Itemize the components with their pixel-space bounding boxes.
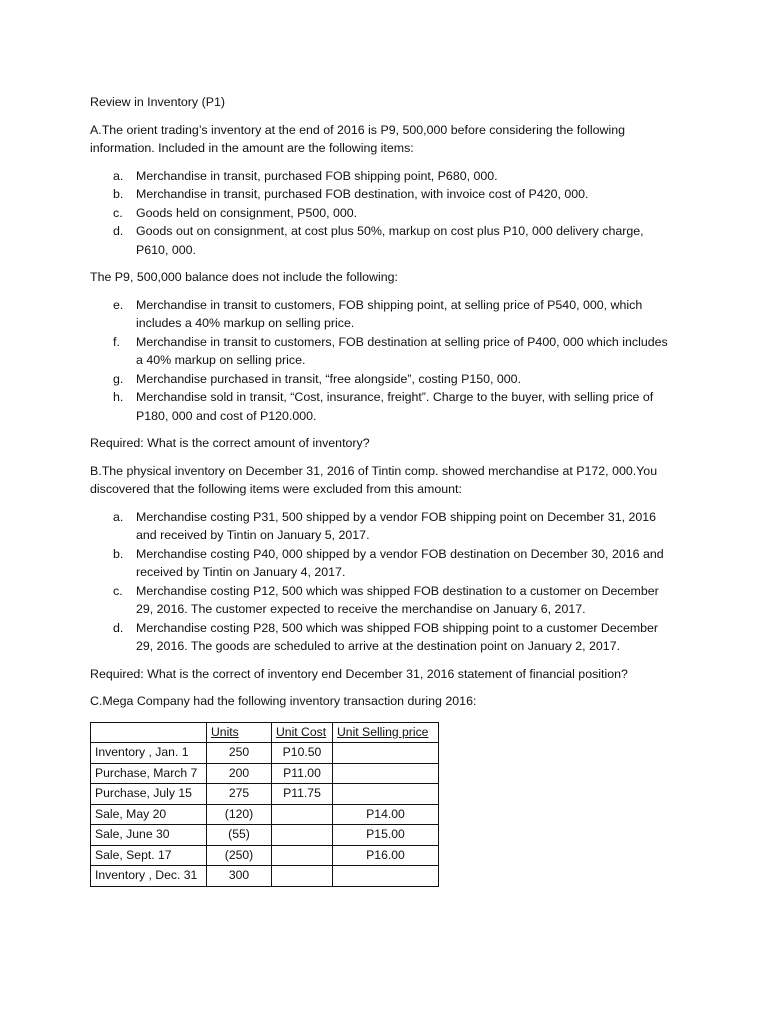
list-item: b. Merchandise in transit, purchased FOB destination, with invoice cost of P420, 000. [113, 187, 589, 201]
section-a-excluded-list [90, 296, 678, 426]
header-cell: Unit Selling price [333, 722, 439, 743]
section-b-required: Required: What is the correct of inventory end December 31, 2016 statement of financial position? [90, 666, 628, 681]
list-item: a. Merchandise in transit, purchased FOB shipping point, P680, 000. [113, 168, 498, 183]
list-item: e. Merchandise in transit to customers, FOB shipping point, at selling price of P540, 000, which includes a 40% markup on selling price. [113, 297, 643, 330]
list-item: h. Merchandise sold in transit, “Cost, insurance, freight”. Charge to the buyer, with selling price of P180, 000 and cost of P120.000. [113, 390, 654, 423]
section-b-intro: B.The physical inventory on December 31, 2016 of Tintin comp. showed merchandise at P172, 000.You discovered that the following items were excluded from this amount: [90, 463, 658, 496]
document-title: Review in Inventory (P1) [90, 95, 225, 109]
table-row: Inventory , Dec. 31 300 [91, 866, 439, 887]
section-b [90, 462, 678, 684]
section-a-not-included: The P9, 500,000 balance does not include the following: [90, 270, 398, 284]
list-item: c. Goods held on consignment, P500, 000. [113, 205, 358, 220]
table-header-row [91, 722, 439, 743]
table-row: Sale, May 20 (120) P14.00 [91, 804, 439, 825]
table-row: Inventory , Jan. 1 250 P10.50 [91, 743, 439, 764]
list-item: b. Merchandise costing P40, 000 shipped by a vendor FOB destination on December 30, 2016 and received by Tintin on January 4, 2017. [113, 546, 664, 579]
list-item: d. Goods out on consignment, at cost plus 50%, markup on cost plus P10, 000 delivery charge, P610, 000. [113, 224, 644, 257]
section-b-list [90, 508, 678, 656]
list-item: g. Merchandise purchased in transit, “free alongside”, costing P150, 000. [113, 371, 522, 386]
header-cell: Unit Cost [272, 722, 333, 743]
section-a-included-list [90, 167, 678, 260]
inventory-table [90, 722, 439, 887]
section-c [90, 692, 678, 887]
table-row: Purchase, March 7 200 P11.00 [91, 763, 439, 784]
list-item: f. Merchandise in transit to customers, FOB destination at selling price of P400, 000 which includes a 40% markup on selling price. [113, 334, 668, 367]
table-row: Purchase, July 15 275 P11.75 [91, 784, 439, 805]
section-a [90, 121, 678, 453]
table-row: Sale, June 30 (55) P15.00 [91, 825, 439, 846]
list-item: c. Merchandise costing P12, 500 which was shipped FOB destination to a customer on December 29, 2016. The customer expected to receive the merchandise on January 6, 2017. [113, 583, 659, 616]
list-item: a. Merchandise costing P31, 500 shipped by a vendor FOB shipping point on December 31, 2016 and received by Tintin on January 5, 2017. [113, 509, 657, 542]
header-cell [91, 722, 207, 743]
header-cell: Units [207, 722, 272, 743]
section-a-required: Required: What is the correct amount of inventory? [90, 436, 370, 450]
table-row: Sale, Sept. 17 (250) P16.00 [91, 845, 439, 866]
section-c-intro: C.Mega Company had the following inventory transaction during 2016: [90, 694, 477, 708]
list-item: d. Merchandise costing P28, 500 which was shipped FOB shipping point to a customer December 29, 2016. The goods are scheduled to arrive at the destination point on January 2, 2017. [113, 620, 659, 653]
section-a-intro: A.The orient trading’s inventory at the end of 2016 is P9, 500,000 before considering the following information. Included in the amount are the following items: [90, 122, 625, 155]
